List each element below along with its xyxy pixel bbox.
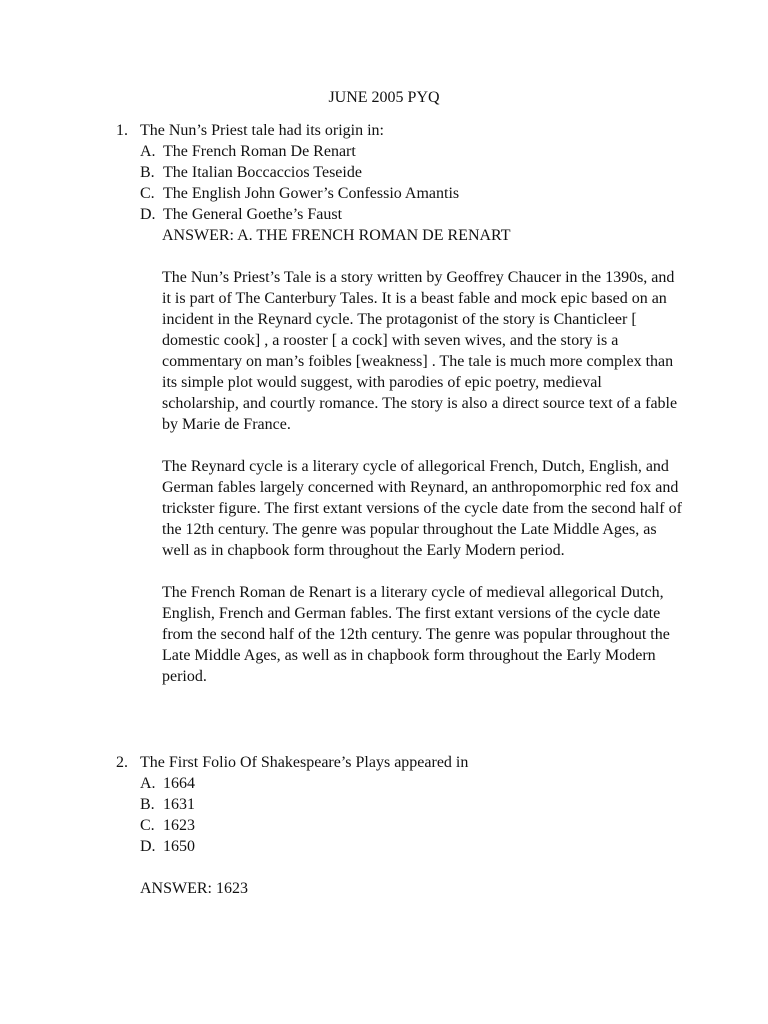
- option-letter: B.: [140, 796, 155, 813]
- option-text: 1650: [163, 838, 195, 855]
- option-a: [140, 773, 706, 794]
- page-title: JUNE 2005 PYQ: [328, 89, 440, 106]
- option-letter: C.: [140, 817, 155, 834]
- option-d: [140, 204, 706, 225]
- option-b: [140, 794, 706, 815]
- option-c: [140, 815, 706, 836]
- question-text: The Nun’s Priest tale had its origin in:: [140, 122, 384, 139]
- option-a: [140, 141, 706, 162]
- option-text: 1623: [163, 817, 195, 834]
- question-number: 2.: [116, 754, 128, 771]
- question-2-header: [116, 752, 706, 773]
- answer-line: ANSWER: A. THE FRENCH ROMAN DE RENART: [162, 227, 511, 244]
- question-1: [116, 120, 706, 687]
- option-letter: D.: [140, 206, 156, 223]
- option-letter: D.: [140, 838, 156, 855]
- option-text: The General Goethe’s Faust: [163, 206, 343, 223]
- option-letter: B.: [140, 164, 155, 181]
- explanation-paragraph: The Reynard cycle is a literary cycle of allegorical French, Dutch, English, and German fables largely concerned with Reynard, an anthropomorphic red fox and trickster figure. The first extant versions of the cycle date from the second half of the 12th century. The genre was popular throughout the Late Middle Ages, as well as in chapbook form throughout the Early Modern period.: [162, 458, 682, 559]
- option-letter: A.: [140, 143, 156, 160]
- option-text: 1631: [163, 796, 195, 813]
- option-d: [140, 836, 706, 857]
- option-text: The French Roman De Renart: [163, 143, 356, 160]
- question-number: 1.: [116, 122, 128, 139]
- option-letter: C.: [140, 185, 155, 202]
- explanation-paragraph: The French Roman de Renart is a literary cycle of medieval allegorical Dutch, English, French and German fables. The first extant versions of the cycle date from the second half of the 12th century. The genre was popular throughout the Late Middle Ages, as well as in chapbook form throughout the Early Modern period.: [162, 584, 670, 685]
- question-text: The First Folio Of Shakespeare’s Plays appeared in: [140, 754, 469, 771]
- option-letter: A.: [140, 775, 156, 792]
- option-text: The Italian Boccaccios Teseide: [163, 164, 362, 181]
- option-b: [140, 162, 706, 183]
- question-1-header: [116, 120, 706, 141]
- options-list: [116, 773, 706, 857]
- question-2: [116, 752, 706, 899]
- option-c: [140, 183, 706, 204]
- answer-line: ANSWER: 1623: [140, 880, 248, 897]
- option-text: The English John Gower’s Confessio Amantis: [163, 185, 460, 202]
- option-text: 1664: [163, 775, 195, 792]
- options-list: [116, 141, 706, 225]
- explanation-paragraph: The Nun’s Priest’s Tale is a story written by Geoffrey Chaucer in the 1390s, and it is part of The Canterbury Tales. It is a beast fable and mock epic based on an incident in the Reynard cycle. The protagonist of the story is Chanticleer [ domestic cook] , a rooster [ a cock] with seven wives, and the story is a commentary on man’s foibles [weakness] . The tale is much more complex than its simple plot would suggest, with parodies of epic poetry, medieval scholarship, and courtly romance. The story is also a direct source text of a fable by Marie de France.: [162, 269, 678, 433]
